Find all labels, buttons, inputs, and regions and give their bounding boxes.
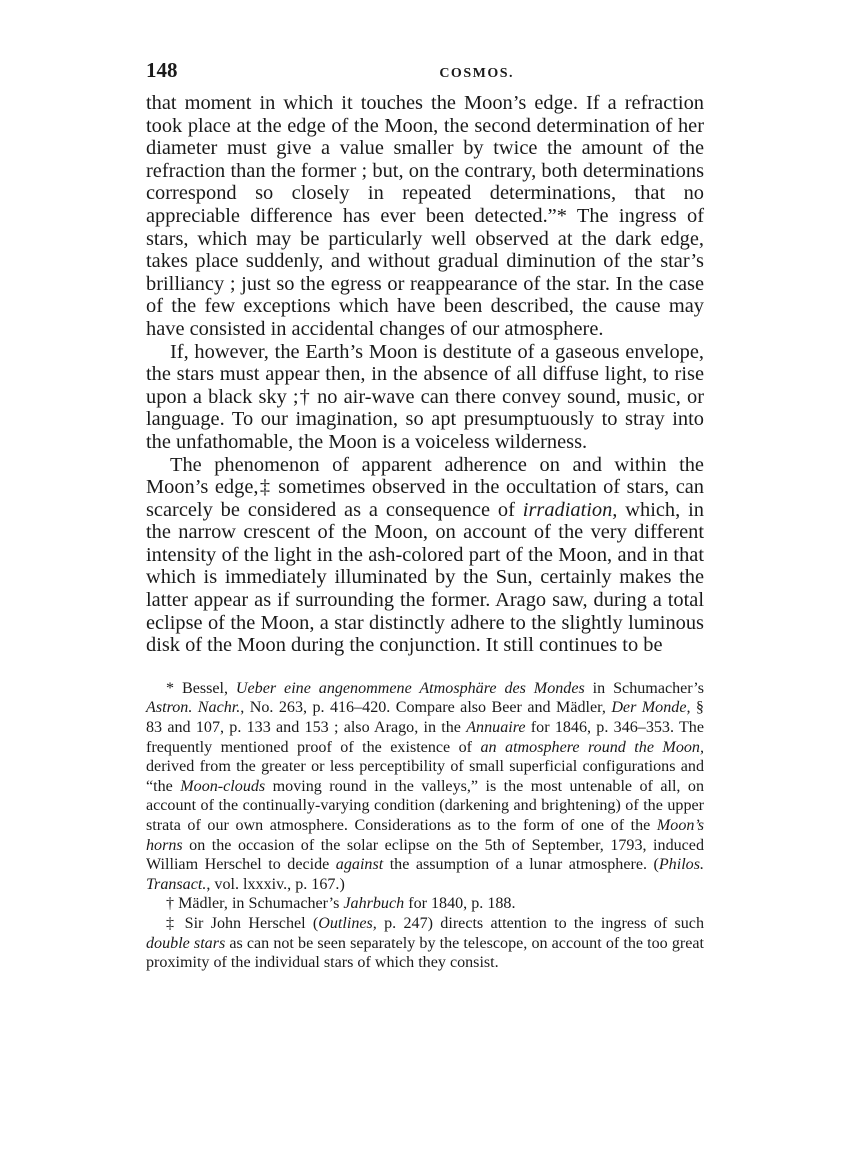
fn1-i3: Der Monde, bbox=[611, 699, 691, 717]
fn3-t2: p. 247) directs attention to the ingress of such bbox=[376, 914, 704, 932]
fn1-t3: , No. 263, p. 416–420. Compare also Beer and Mädler, bbox=[240, 699, 612, 717]
fn1-t9: the assumption of a lunar atmosphere. ( bbox=[383, 856, 659, 874]
page-header bbox=[146, 58, 704, 92]
fn1-t8: on the occasion of the solar eclipse on the 5th of September, 1793, induced William Herschel to decide bbox=[146, 836, 704, 874]
running-head: COSMOS. bbox=[439, 66, 514, 81]
fn1-i7: Moon’s horns bbox=[146, 817, 704, 854]
fn3-i2: double stars bbox=[146, 934, 226, 952]
paragraph-3-text-a: The phenomenon of apparent adherence on and within the Moon’s edge,‡ sometimes observed in the occultation of stars, can scarcely be considered as a consequence of bbox=[146, 453, 704, 521]
fn3-i1: Outlines, bbox=[318, 914, 377, 932]
fn2-t1: † Mädler, in Schumacher’s bbox=[166, 895, 344, 913]
paragraph-2 bbox=[146, 341, 704, 454]
paragraph-3-italic: irradiation, bbox=[522, 498, 618, 521]
paragraph-3 bbox=[146, 454, 704, 657]
fn1-i1: Ueber eine angenommene Atmosphäre des Mondes bbox=[235, 679, 585, 697]
footnotes bbox=[146, 679, 704, 973]
main-text bbox=[146, 92, 704, 657]
fn1-t1: * Bessel, bbox=[166, 679, 236, 697]
footnote-asterisk bbox=[146, 679, 704, 895]
page-number: 148 bbox=[146, 58, 178, 82]
paragraph-3-text-b: which, in the narrow crescent of the Moon, on account of the very different intensity of the light in the ash-colored part of the Moon, and in that which is immediately illuminated by the Sun, certainly makes the latter appear as if surrounding the former. Arago saw, during a total eclipse of the Moon, a star distinctly adhere to the slightly luminous disk of the Moon during the conjunction. It still continues to be bbox=[146, 498, 704, 657]
fn1-i5: an atmosphere round the Moon, bbox=[480, 738, 704, 756]
footnote-dagger bbox=[146, 894, 704, 914]
fn1-t10: , vol. lxxxiv., p. 167.) bbox=[206, 875, 345, 893]
fn1-t6: derived from the greater or less perceptibility of small superficial configurations and “the bbox=[146, 758, 704, 795]
fn1-i6: Moon-clouds bbox=[180, 777, 266, 795]
fn1-t7: moving round in the valleys,” is the most untenable of all, on account of the continually-varying condition (darkening and brightening) of the upper strata of our own atmosphere. Considerations as to the form of one of the bbox=[146, 777, 704, 834]
fn2-i1: Jahrbuch bbox=[343, 895, 405, 913]
fn1-i9: Philos. Transact. bbox=[146, 856, 704, 893]
fn1-i2: Astron. Nachr. bbox=[146, 699, 241, 717]
paragraph-1-text: that moment in which it touches the Moon’s edge. If a refraction took place at the edge of the Moon, the second determination of her diameter must give a value smaller by twice the amount of the refraction than the former ; but, on the contrary, both determinations correspond so closely in repeated determinations, that no appreciable difference has ever been detected.”* The ingress of stars, which may be particularly well observed at the dark edge, takes place suddenly, and without gradual diminution of the star’s brilliancy ; just so the egress or reappearance of the star. In the case of the few exceptions which have been described, the cause may have consisted in accidental changes of our atmosphere. bbox=[146, 92, 704, 340]
fn1-t5: for 1846, p. 346–353. The frequently mentioned proof of the existence of bbox=[146, 719, 704, 756]
fn2-t2: for 1840, p. 188. bbox=[404, 895, 516, 913]
fn3-t3: as can not be seen separately by the telescope, on account of the too great proximity of the individual stars of which they consist. bbox=[146, 934, 704, 972]
footnote-double-dagger bbox=[146, 914, 704, 973]
fn3-t1: ‡ Sir John Herschel ( bbox=[166, 914, 319, 932]
paragraph-2-text: If, however, the Earth’s Moon is destitute of a gaseous envelope, the stars must appear then, in the absence of all diffuse light, to rise upon a black sky ;† no air-wave can there convey sound, music, or language. To our imagination, so apt presumptuously to stray into the unfathomable, the Moon is a voiceless wilderness. bbox=[146, 340, 704, 453]
fn1-t2: in Schumacher’s bbox=[584, 679, 704, 697]
fn1-t4: § 83 and 107, p. 133 and 153 ; also Arago, in the bbox=[146, 699, 704, 737]
fn1-i4: Annuaire bbox=[466, 719, 526, 737]
paragraph-1 bbox=[146, 92, 704, 341]
fn1-i8: against bbox=[335, 856, 384, 874]
